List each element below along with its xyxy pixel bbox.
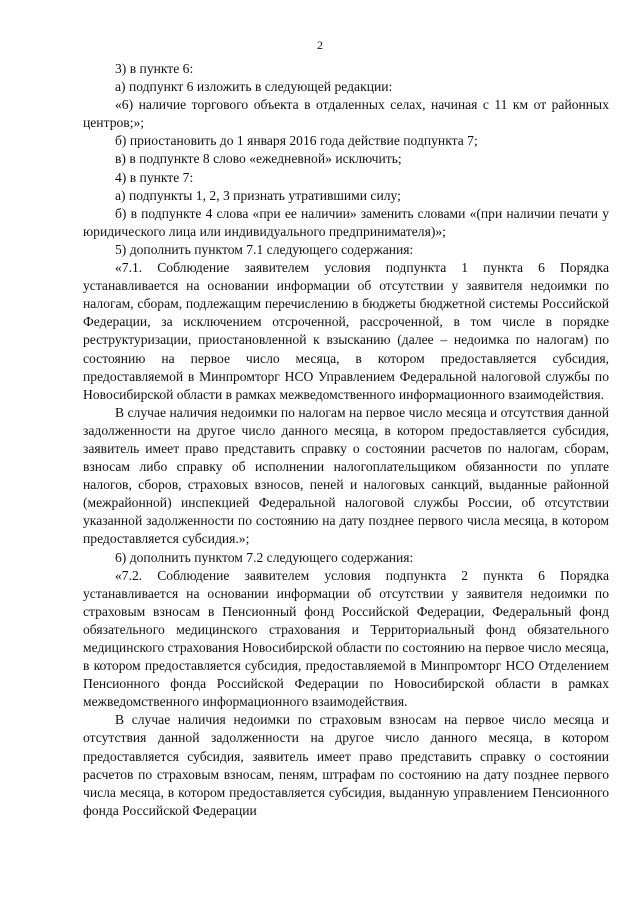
paragraph-subitem-b: б) приостановить до 1 января 2016 года действие подпункта 7; xyxy=(115,133,478,149)
paragraph-subitem-a: а) подпункт 6 изложить в следующей редакции: xyxy=(115,79,393,95)
document-body xyxy=(83,60,609,820)
paragraph-subitem-a-2: а) подпункты 1, 2, 3 признать утратившими силу; xyxy=(115,187,401,203)
paragraph-subitem-v: в) в подпункте 8 слово «ежедневной» исключить; xyxy=(115,151,402,167)
paragraph-clause-7-2-case: В случае наличия недоимки по страховым взносам на первое число месяца и отсутствия данной задолженности на другое число данного месяца, в котором предоставляется субсидия, заявитель имеет право представить справку о состоянии расчетов по страховым взносам, пеням, штрафам по состоянию на дату позднее первого числа месяца, в котором предоставляется субсидия, выданную управлением Пенсионного фонда Российской Федерации xyxy=(83,712,609,818)
paragraph-item-6: 6) дополнить пунктом 7.2 следующего содержания: xyxy=(115,549,414,565)
paragraph-clause-7-1-case: В случае наличия недоимки по налогам на первое число месяца и отсутствия данной задолженности на другое число данного месяца, в котором предоставляется субсидия, заявитель имеет право представить справку о состоянии расчетов по налогам, сборам, взносам либо справку об исполнении налогоплательщиком обязанности по уплате налогов, сборов, страховых взносов, пеней и налоговых санкций, выданные районной (межрайонной) инспекцией Федеральной налоговой службы России, об отсутствии указанной задолженности по состоянию на дату позднее первого числа месяца, в котором предоставляется субсидия.»; xyxy=(83,404,609,547)
paragraph-quote-6: «6) наличие торгового объекта в отдаленных селах, начиная с 11 км от районных центров;»; xyxy=(83,97,609,131)
paragraph-item-4: 4) в пункте 7: xyxy=(115,169,194,185)
paragraph-item-3: 3) в пункте 6: xyxy=(115,61,194,76)
paragraph-clause-7-1: «7.1. Соблюдение заявителем условия подпункта 1 пункта 6 Порядка устанавливается на основании информации об отсутствии у заявителя недоимки по налогам, сборам, подлежащим перечислению в бюджеты бюджетной системы Российской Федерации, за исключением отсроченной, рассроченной, в том числе в порядке реструктуризации, приостановленной к взысканию (далее – недоимка по налогам) по состоянию на первое число месяца, в котором предоставляется субсидия, предоставляемой в Минпромторг НСО Управлением Федеральной налоговой службы по Новосибирской области в рамках межведомственного информационного взаимодействия. xyxy=(83,260,609,402)
page-number: 2 xyxy=(317,38,323,52)
paragraph-item-5: 5) дополнить пунктом 7.1 следующего содержания: xyxy=(115,241,414,257)
paragraph-clause-7-2: «7.2. Соблюдение заявителем условия подпункта 2 пункта 6 Порядка устанавливается на основании информации об отсутствии у заявителя недоимки по страховым взносам в Пенсионный фонд Российской Федерации, Федеральный фонд обязательного медицинского страхования и Территориальный фонд обязательного медицинского страхования Новосибирской области по состоянию на первое число месяца, в котором предоставляется субсидия, предоставляемой в Минпромторг НСО Отделением Пенсионного фонда Российской Федерации по Новосибирской области в рамках межведомственного информационного взаимодействия. xyxy=(83,567,609,710)
paragraph-subitem-b-2: б) в подпункте 4 слова «при ее наличии» заменить словами «(при наличии печати у юридического лица или индивидуального предпринимателя)»; xyxy=(83,205,609,239)
